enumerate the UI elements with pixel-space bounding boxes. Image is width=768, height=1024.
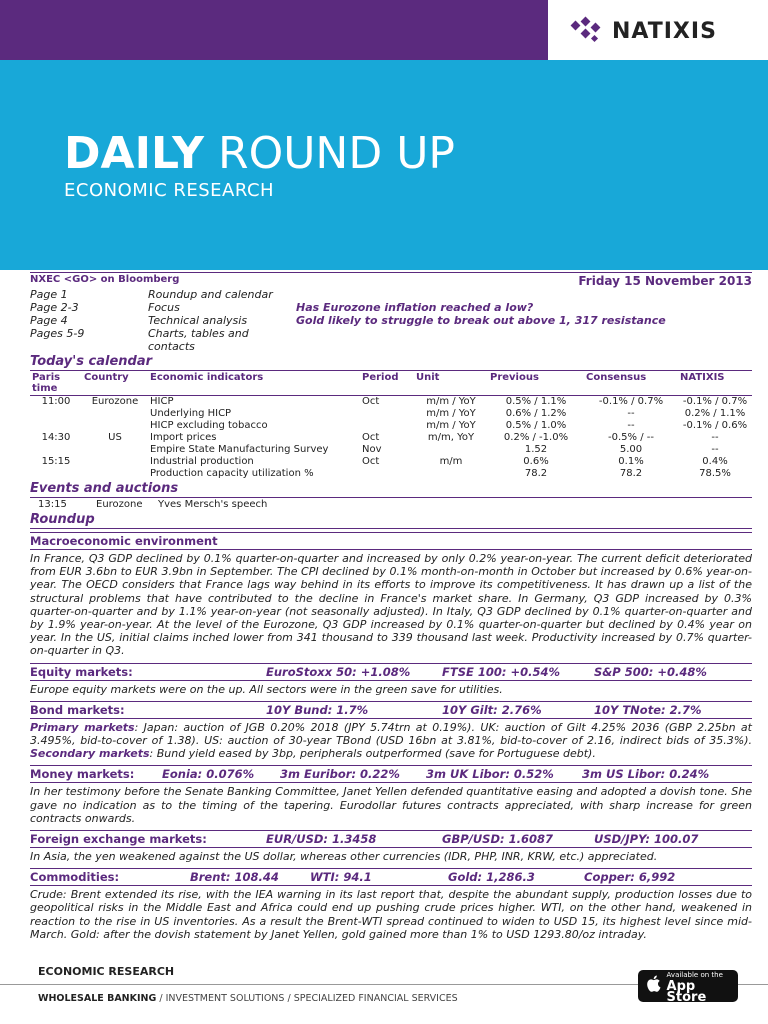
page-index-row bbox=[30, 327, 752, 353]
calendar-row bbox=[30, 420, 752, 432]
calendar-cell: 78.2 bbox=[619, 468, 643, 479]
calendar-cell bbox=[30, 420, 82, 432]
macro-header bbox=[30, 532, 752, 550]
equity-value-1: EuroStoxx 50: +1.08% bbox=[266, 664, 411, 679]
equity-label: Equity markets: bbox=[30, 664, 133, 679]
footer-link-specialized[interactable]: SPECIALIZED FINANCIAL SERVICES bbox=[293, 993, 458, 1004]
apple-icon bbox=[642, 974, 664, 998]
calendar-cell bbox=[30, 468, 82, 480]
page-section: Focus bbox=[148, 301, 180, 314]
calendar-cell: 0.5% / 1.1% bbox=[505, 396, 567, 407]
banner-title-bold: DAILY bbox=[64, 128, 204, 179]
bond-text-1: : Japan: auction of JGB 0.20% 2018 (JPY 5.74trn at 0.19%). UK: auction of Gilt 4.25% 2036 (GBP 2.25bn at 3.495%, bid-to-cover of 1.38). US: auction of 30-year TBond (USD 16bn at 3.81%, bid-to-cover of 2.16, indirect bids of 35.3%). bbox=[30, 720, 752, 748]
col-period: Period bbox=[360, 371, 414, 396]
calendar-cell: -0.1% / 0.7% bbox=[682, 396, 748, 407]
fx-value-3: USD/JPY: 100.07 bbox=[594, 832, 699, 847]
calendar-cell bbox=[414, 444, 488, 456]
commodities-value-3: Gold: 1,286.3 bbox=[448, 870, 535, 885]
calendar-cell: HICP bbox=[150, 396, 174, 407]
event-country: Eurozone bbox=[96, 499, 143, 510]
calendar-cell: Industrial production bbox=[150, 456, 254, 467]
page-number: Page 4 bbox=[30, 314, 68, 327]
calendar-cell bbox=[30, 444, 82, 456]
calendar-cell: 0.6% bbox=[523, 456, 549, 467]
calendar-cell: 78.2 bbox=[524, 468, 548, 479]
footer-separator: / bbox=[159, 993, 163, 1004]
event-row bbox=[30, 498, 752, 511]
natixis-logo[interactable] bbox=[570, 14, 760, 48]
page-section: Charts, tables and contacts bbox=[148, 327, 249, 353]
calendar-cell: Empire State Manufacturing Survey bbox=[150, 444, 329, 455]
calendar-header-row bbox=[30, 371, 752, 396]
event-description: Yves Mersch's speech bbox=[158, 499, 268, 510]
commodities-value-2: WTI: 94.1 bbox=[310, 870, 372, 885]
equity-value-3: S&P 500: +0.48% bbox=[594, 664, 707, 679]
calendar-cell: 0.2% / -1.0% bbox=[503, 432, 569, 443]
event-time: 13:15 bbox=[38, 499, 67, 510]
footer-link-investment[interactable]: INVESTMENT SOLUTIONS bbox=[165, 993, 285, 1004]
calendar-row bbox=[30, 432, 752, 444]
calendar-cell bbox=[360, 408, 414, 420]
calendar-cell bbox=[82, 408, 148, 420]
bloomberg-code: NXEC <GO> on Bloomberg bbox=[30, 274, 180, 285]
calendar-cell: -- bbox=[627, 408, 635, 419]
calendar-title: Today's calendar bbox=[30, 354, 752, 371]
report-date: Friday 15 November 2013 bbox=[578, 274, 752, 288]
calendar-cell: 0.2% / 1.1% bbox=[684, 408, 746, 419]
calendar-cell: -- bbox=[627, 420, 635, 431]
calendar-cell: -0.1% / 0.6% bbox=[682, 420, 748, 431]
calendar-cell: 0.1% bbox=[618, 456, 644, 467]
calendar-cell bbox=[360, 468, 414, 480]
calendar-row bbox=[30, 396, 752, 409]
calendar-cell bbox=[82, 456, 148, 468]
money-value-2: 3m Euribor: 0.22% bbox=[280, 767, 400, 782]
banner-title bbox=[64, 130, 455, 178]
bond-value-2: 10Y Gilt: 2.76% bbox=[442, 702, 542, 717]
bond-text-2: : Bund yield eased by 3bp, peripherals outperformed (save for Portuguese debt). bbox=[149, 747, 596, 761]
title-banner bbox=[0, 60, 768, 270]
money-value-3: 3m UK Libor: 0.52% bbox=[426, 767, 554, 782]
app-store-text bbox=[667, 970, 738, 1003]
calendar-cell: -0.1% / 0.7% bbox=[598, 396, 664, 407]
calendar-table bbox=[30, 371, 752, 480]
macro-text: In France, Q3 GDP declined by 0.1% quarter-on-quarter and increased by only 0.2% year-on-year. The current deficit deteriorated from EUR 3.6bn to EUR 3.9bn in September. The CPI declined by 0.1% month-on-month in October but increased by 0.6% year-on-year. The OECD considers that France lags way behind in its efforts to improve its competitiveness. It has drawn up a list of the structural problems that have contributed to the decline in France's market share. In Germany, Q3 GDP increased by 0.3% quarter-on-quarter and by 1.1% year-on-year (not seasonally adjusted). In Italy, Q3 GDP declined by 0.1% quarter-on-quarter and by 1.9% year-on-year. At the level of the Eurozone, Q3 GDP increased by 0.1% quarter-on-quarter but declined by 0.4% year on year. In the US, initial claims inched lower from 341 thousand to 339 thousand last week. Productivity increased by 0.7% quarter-on-quarter in Q3. bbox=[30, 552, 752, 658]
page-number: Page 2-3 bbox=[30, 301, 79, 314]
page-headline[interactable]: Gold likely to struggle to break out above 1, 317 resistance bbox=[296, 314, 666, 327]
calendar-cell: 78.5% bbox=[699, 468, 731, 479]
banner-title-light: ROUND UP bbox=[218, 128, 455, 179]
page-section: Technical analysis bbox=[148, 314, 248, 327]
page-section: Roundup and calendar bbox=[148, 288, 273, 301]
calendar-cell: 0.4% bbox=[702, 456, 728, 467]
equity-value-2: FTSE 100: +0.54% bbox=[442, 664, 560, 679]
money-value-4: 3m US Libor: 0.24% bbox=[582, 767, 710, 782]
commodities-label: Commodities: bbox=[30, 870, 120, 885]
calendar-cell: 15:15 bbox=[41, 456, 71, 467]
calendar-cell bbox=[360, 420, 414, 432]
calendar-cell: -0.5% / -- bbox=[608, 432, 654, 443]
events-title: Events and auctions bbox=[30, 481, 752, 498]
calendar-cell: Oct bbox=[362, 432, 380, 443]
calendar-cell: -- bbox=[711, 444, 719, 455]
commodities-value-4: Copper: 6,992 bbox=[584, 870, 676, 885]
calendar-cell bbox=[30, 408, 82, 420]
equity-header bbox=[30, 663, 752, 681]
info-header bbox=[30, 272, 752, 288]
calendar-cell bbox=[82, 468, 148, 480]
calendar-cell: Underlying HICP bbox=[150, 408, 232, 419]
money-text: In her testimony before the Senate Banking Committee, Janet Yellen defended quantitative easing and adopted a dovish tone. She gave no indication as to the timing of the tapering. Eurodollar futures contracts appreciated, with sharp increase for green contracts onwards. bbox=[30, 785, 752, 825]
footer-separator: / bbox=[287, 993, 291, 1004]
app-store-big: App Store bbox=[666, 978, 707, 1005]
calendar-row bbox=[30, 456, 752, 468]
secondary-markets-label: Secondary markets bbox=[30, 747, 150, 761]
calendar-cell: Eurozone bbox=[91, 396, 139, 407]
calendar-cell: m/m bbox=[439, 456, 463, 467]
calendar-row bbox=[30, 408, 752, 420]
money-label: Money markets: bbox=[30, 767, 135, 782]
calendar-cell: m/m / YoY bbox=[426, 408, 476, 419]
calendar-cell: HICP excluding tobacco bbox=[150, 420, 268, 431]
page-number: Pages 5-9 bbox=[30, 327, 85, 340]
top-strip bbox=[0, 0, 768, 60]
footer-link-wholesale[interactable]: WHOLESALE BANKING bbox=[38, 993, 157, 1004]
calendar-cell: 5.00 bbox=[619, 444, 643, 455]
footer-links bbox=[38, 993, 458, 1004]
page-index-row bbox=[30, 314, 752, 327]
calendar-cell bbox=[414, 468, 488, 480]
bond-value-1: 10Y Bund: 1.7% bbox=[266, 702, 369, 717]
commodities-value-1: Brent: 108.44 bbox=[190, 870, 279, 885]
fx-text: In Asia, the yen weakened against the US dollar, whereas other currencies (IDR, PHP, INR, KRW, etc.) appreciated. bbox=[30, 850, 658, 864]
primary-markets-label: Primary markets bbox=[30, 720, 135, 734]
col-consensus: Consensus bbox=[584, 371, 678, 396]
banner-subtitle: ECONOMIC RESEARCH bbox=[64, 180, 275, 201]
calendar-cell: US bbox=[108, 432, 122, 443]
calendar-body bbox=[30, 396, 752, 481]
calendar-cell: -- bbox=[711, 432, 719, 443]
natixis-logo-icon bbox=[570, 16, 608, 46]
bond-label: Bond markets: bbox=[30, 702, 125, 717]
page-index-row bbox=[30, 288, 752, 301]
money-header bbox=[30, 765, 752, 783]
col-previous: Previous bbox=[488, 371, 584, 396]
calendar-cell: 11:00 bbox=[41, 396, 71, 407]
calendar-cell: m/m / YoY bbox=[426, 420, 476, 431]
col-natixis: NATIXIS bbox=[678, 371, 752, 396]
bond-text bbox=[30, 719, 752, 763]
commodities-header bbox=[30, 868, 752, 886]
calendar-cell: Oct bbox=[362, 396, 380, 407]
roundup-title: Roundup bbox=[30, 512, 752, 529]
macro-title: Macroeconomic environment bbox=[30, 534, 218, 548]
fx-value-2: GBP/USD: 1.6087 bbox=[442, 832, 553, 847]
calendar-row bbox=[30, 468, 752, 480]
calendar-cell: 14:30 bbox=[41, 432, 71, 443]
fx-value-1: EUR/USD: 1.3458 bbox=[266, 832, 377, 847]
app-store-small: Available on the bbox=[666, 970, 723, 979]
app-store-badge[interactable] bbox=[638, 970, 738, 1005]
fx-label: Foreign exchange markets: bbox=[30, 832, 207, 847]
calendar-cell: m/m / YoY bbox=[426, 396, 476, 407]
col-paris-time: Paris time bbox=[30, 371, 82, 396]
col-country: Country bbox=[82, 371, 148, 396]
calendar-cell: 1.52 bbox=[524, 444, 548, 455]
calendar-cell: m/m, YoY bbox=[427, 432, 475, 443]
bond-value-3: 10Y TNote: 2.7% bbox=[594, 702, 702, 717]
footer-research: ECONOMIC RESEARCH bbox=[38, 965, 175, 978]
calendar-cell: 0.6% / 1.2% bbox=[505, 408, 567, 419]
equity-text: Europe equity markets were on the up. All sectors were in the green save for utilities. bbox=[30, 682, 503, 696]
calendar-cell bbox=[82, 420, 148, 432]
calendar-cell: Import prices bbox=[150, 432, 217, 443]
commodities-text: Crude: Brent extended its rise, with the IEA warning in its last report that, despite the abundant supply, production losses due to geopolitical risks in the Middle East and Africa could end up pushing crude prices higher. WTI, on the other hand, weakened in reaction to the rise in US inventories. As a result the Brent-WTI spread continued to widen to USD 15, its highest level since mid-March. Gold: after the dovish statement by Janet Yellen, gold gained more than 1% to USD 1293.80/oz intraday. bbox=[30, 888, 752, 941]
calendar-cell: Production capacity utilization % bbox=[150, 468, 314, 479]
page-headline[interactable]: Has Eurozone inflation reached a low? bbox=[296, 301, 534, 314]
page-number: Page 1 bbox=[30, 288, 68, 301]
col-indicator: Economic indicators bbox=[148, 371, 360, 396]
page-index-row bbox=[30, 301, 752, 314]
calendar-cell: Oct bbox=[362, 456, 380, 467]
calendar-cell bbox=[82, 444, 148, 456]
page-index bbox=[30, 288, 752, 353]
logo-text: NATIXIS bbox=[612, 18, 717, 44]
calendar-row bbox=[30, 444, 752, 456]
purple-header-bar bbox=[0, 0, 548, 60]
col-unit: Unit bbox=[414, 371, 488, 396]
fx-header bbox=[30, 830, 752, 848]
calendar-cell: Nov bbox=[362, 444, 382, 455]
main-content bbox=[30, 272, 752, 943]
calendar-cell: 0.5% / 1.0% bbox=[505, 420, 567, 431]
bond-header bbox=[30, 701, 752, 719]
money-value-1: Eonia: 0.076% bbox=[162, 767, 255, 782]
